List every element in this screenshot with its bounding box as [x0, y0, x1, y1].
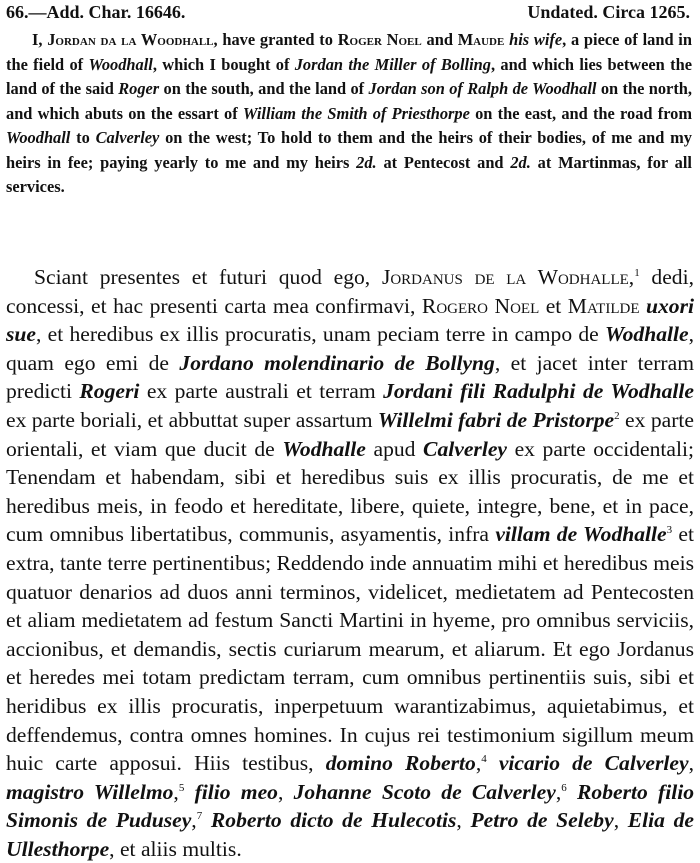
- charter-paragraph: Sciant presentes et futuri quod ego, Jordanus de la Wodhalle,$^1$ dedi, concessi, et hac presenti carta mea confirmavi, Rogero Noel et Matilde uxori sue, et heredibus ex illis procuratis, unam peciam terre in campo de Wodhalle, quam ego emi de Jordano molendinario de Bollyng, et jacet inter terram predicti Rogeri ex parte australi et terram Jordani fili Radulphi de Wodhalle ex parte boriali, et abbuttat super assartum Willelmi fabri de Pristorpe$^2$ ex parte orientali, et viam que ducit de Wodhalle apud Calverley ex parte occidentali; Tenendam et habendam, sibi et heredibus suis ex illis procuratis, de me et heredibus meis, in feodo et hereditate, libere, quiete, integre, bene, et in pace, cum omnibus libertatibus, communis, asyamentis, infra villam de Wodhalle$^3$ et extra, tante terre pertinentibus; Reddendo inde annuatim mihi et heredibus meis quatuor denarios ad duos anni terminos, videlicet, medietatem ad Pentecosten et aliam medietatem ad festum Sancti Martini in hyeme, pro omnibus serviciis, accionibus, et demandis, sectis curiarum mearum, et aliarum. Et ego Jordanus et heredes mei totam predictam terram, cum omnibus pertinentiis suis, sibi et heridibus ex illis procuratis, inperpetuum warantizabimus, aquietabimus, et deffendemus, contra omnes homines. In cujus rei testimonium sigillum meum huic carte apposui. Hiis testibus, domino Roberto,$^4$ vicario de Calverley, magistro Willelmo,$^5$ filio meo, Johanne Scoto de Calverley,$^6$ Roberto filio Simonis de Pudusey,$^7$ Roberto dicto de Hulecotis, Petro de Seleby, Elia de Ullesthorpe, et aliis multis.: [6, 265, 695, 861]
- abstract-text: , and which lies between the land of the said: [6, 54, 692, 98]
- abstract-text: , a piece of land in the field of: [6, 30, 692, 74]
- witness-name: Roberto filio Simonis de Pudusey: [6, 779, 695, 833]
- charter-text: ,: [277, 779, 294, 804]
- person-name: Jordan the Miller of Bolling: [294, 54, 491, 74]
- entry-date: Undated. Circa 1265.: [527, 2, 690, 22]
- witness-name: Elia de Ullesthorpe: [6, 808, 694, 861]
- place-name: Wodhalle: [605, 322, 689, 347]
- footnote-marker: 6: [561, 781, 567, 794]
- person-name: Rogeri: [79, 379, 140, 404]
- witness-name: domino Roberto: [325, 751, 476, 776]
- grantor-name: Jordan da la Woodhall: [47, 30, 214, 49]
- charter-text: ex parte orientali, et viam que ducit de: [6, 407, 694, 461]
- grantee-wife-name: Matilde: [567, 293, 640, 318]
- abstract-text: , have granted to: [213, 30, 338, 49]
- charter-text: et extra, tante terre pertinentibus; Reddendo inde annuatim mihi et heredibus meis quatuor denarios ad duos anni terminos, videlicet, medietatem ad Pentecosten et aliam medietatem ad festum Sancti Martini in hyeme, pro omnibus serviciis, accionibus, et demandis, sectis curiarum mearum, et aliarum. Et ego Jordanus et heredes mei totam predictam terram, cum omnibus pertinentiis suis, sibi et heridibus ex illis procuratis, inperpetuum warantizabimus, aquietabimus, et deffendemus, contra omnes homines. In cujus rei testimonium sigillum meum huic carte apposui. Hiis testibus,: [6, 522, 695, 776]
- abstract-text: on the west; To hold to them and the heirs of their bodies, of me and my heirs in fee; paying yearly to me and my heirs: [6, 128, 692, 172]
- charter-text: , et heredibus ex illis procuratis, unam peciam terre in campo de: [36, 322, 605, 347]
- witness-name: Johanne Scoto de Calverley: [293, 779, 556, 804]
- charter-italic: uxori sue: [6, 293, 694, 347]
- witness-name: vicario de Calverley: [498, 751, 689, 776]
- entry-header: [6, 2, 690, 26]
- charter-text: , et jacet inter terram predicti: [6, 350, 694, 404]
- charter-text: ,: [688, 751, 694, 776]
- witness-name: magistro Willelmo: [6, 779, 174, 804]
- person-name: Jordani fili Radulphi de Wodhalle: [383, 379, 694, 404]
- footnote-marker: 1: [634, 267, 640, 279]
- abstract-text: on the south, and the land of: [159, 79, 369, 98]
- charter-text: [487, 751, 499, 775]
- grantor-name: Jordanus de la Wodhalle: [381, 265, 629, 289]
- place-name: Wodhalle: [282, 436, 366, 461]
- person-name: Roger: [118, 79, 160, 98]
- footnote-marker: 7: [196, 810, 203, 823]
- charter-text: dedi, concessi, et hac presenti carta mea confirmavi,: [6, 265, 694, 318]
- abstract-text: and: [421, 30, 458, 49]
- person-name: Jordan son of Ralph de Woodhall: [368, 79, 597, 98]
- witness-name: Petro de Seleby: [470, 808, 614, 833]
- charter-text: ex parte occidentali; Tenendam et habendam, sibi et heredibus suis ex illis procuratis, de me et heredibus meis, in feodo et hereditate, libere, quiete, integre, bene, et in pace, cum omnibus libertatibus, communis, asyamentis, infra: [6, 436, 694, 547]
- rent-amount: 2d.: [510, 152, 531, 172]
- charter-text: ex parte australi et terram: [139, 379, 384, 404]
- charter-text: ex parte boriali, et abbuttat super assartum: [6, 407, 378, 432]
- place-name: Calverley: [423, 436, 507, 461]
- charter-text: ,: [456, 808, 471, 833]
- abstract-text: to: [70, 128, 96, 147]
- person-name: William the Smith of Priesthorpe: [242, 103, 470, 123]
- abstract-text: on the east, and the road from: [469, 103, 693, 123]
- entry-reference: 66.—Add. Char. 16646.: [6, 2, 186, 22]
- person-name: Jordano molendinario de Bollyng: [179, 350, 495, 375]
- footnote-marker: 4: [481, 753, 487, 766]
- charter-text: ,: [613, 808, 628, 833]
- abstract-italic: his wife: [509, 30, 563, 49]
- charter-text: [202, 808, 211, 832]
- grantee-wife-name: Maude: [457, 30, 505, 49]
- place-name: villam de Wodhalle: [495, 522, 667, 547]
- charter-text: [184, 780, 194, 804]
- grantee-name: Roger Noel: [337, 30, 422, 49]
- place-name: Woodhall: [6, 128, 71, 147]
- charter-text: et: [539, 293, 568, 318]
- english-abstract: [6, 28, 692, 200]
- charter-text: [567, 780, 577, 804]
- abstract-text: at Martinmas, for all services.: [6, 152, 692, 196]
- charter-text: apud: [365, 436, 424, 461]
- person-name: Willelmi fabri de Pristorpe: [377, 407, 615, 432]
- abstract-text: at Pentecost and: [376, 152, 511, 172]
- place-name: Calverley: [95, 128, 160, 147]
- latin-charter-text: [6, 263, 694, 863]
- abstract-paragraph: [6, 28, 692, 200]
- abstract-text: I,: [32, 30, 48, 49]
- witness-name: Roberto dicto de Hulecotis: [210, 808, 457, 833]
- grantee-name: Rogero Noel: [421, 293, 540, 318]
- witness-name: filio meo: [194, 779, 278, 804]
- footnote-marker: 5: [178, 781, 185, 794]
- rent-amount: 2d.: [356, 152, 377, 172]
- footnote-marker: 2: [614, 409, 620, 422]
- charter-text: Sciant presentes et futuri quod ego,: [34, 265, 382, 289]
- abstract-text: , which I bought of: [152, 54, 295, 74]
- abstract-text: on the north, and which abuts on the essart of: [6, 79, 692, 123]
- charter-text: , et aliis multis.: [109, 836, 242, 861]
- place-name: Woodhall: [88, 54, 153, 74]
- charter-text: , quam ego emi de: [6, 322, 694, 375]
- footnote-marker: 3: [666, 524, 673, 537]
